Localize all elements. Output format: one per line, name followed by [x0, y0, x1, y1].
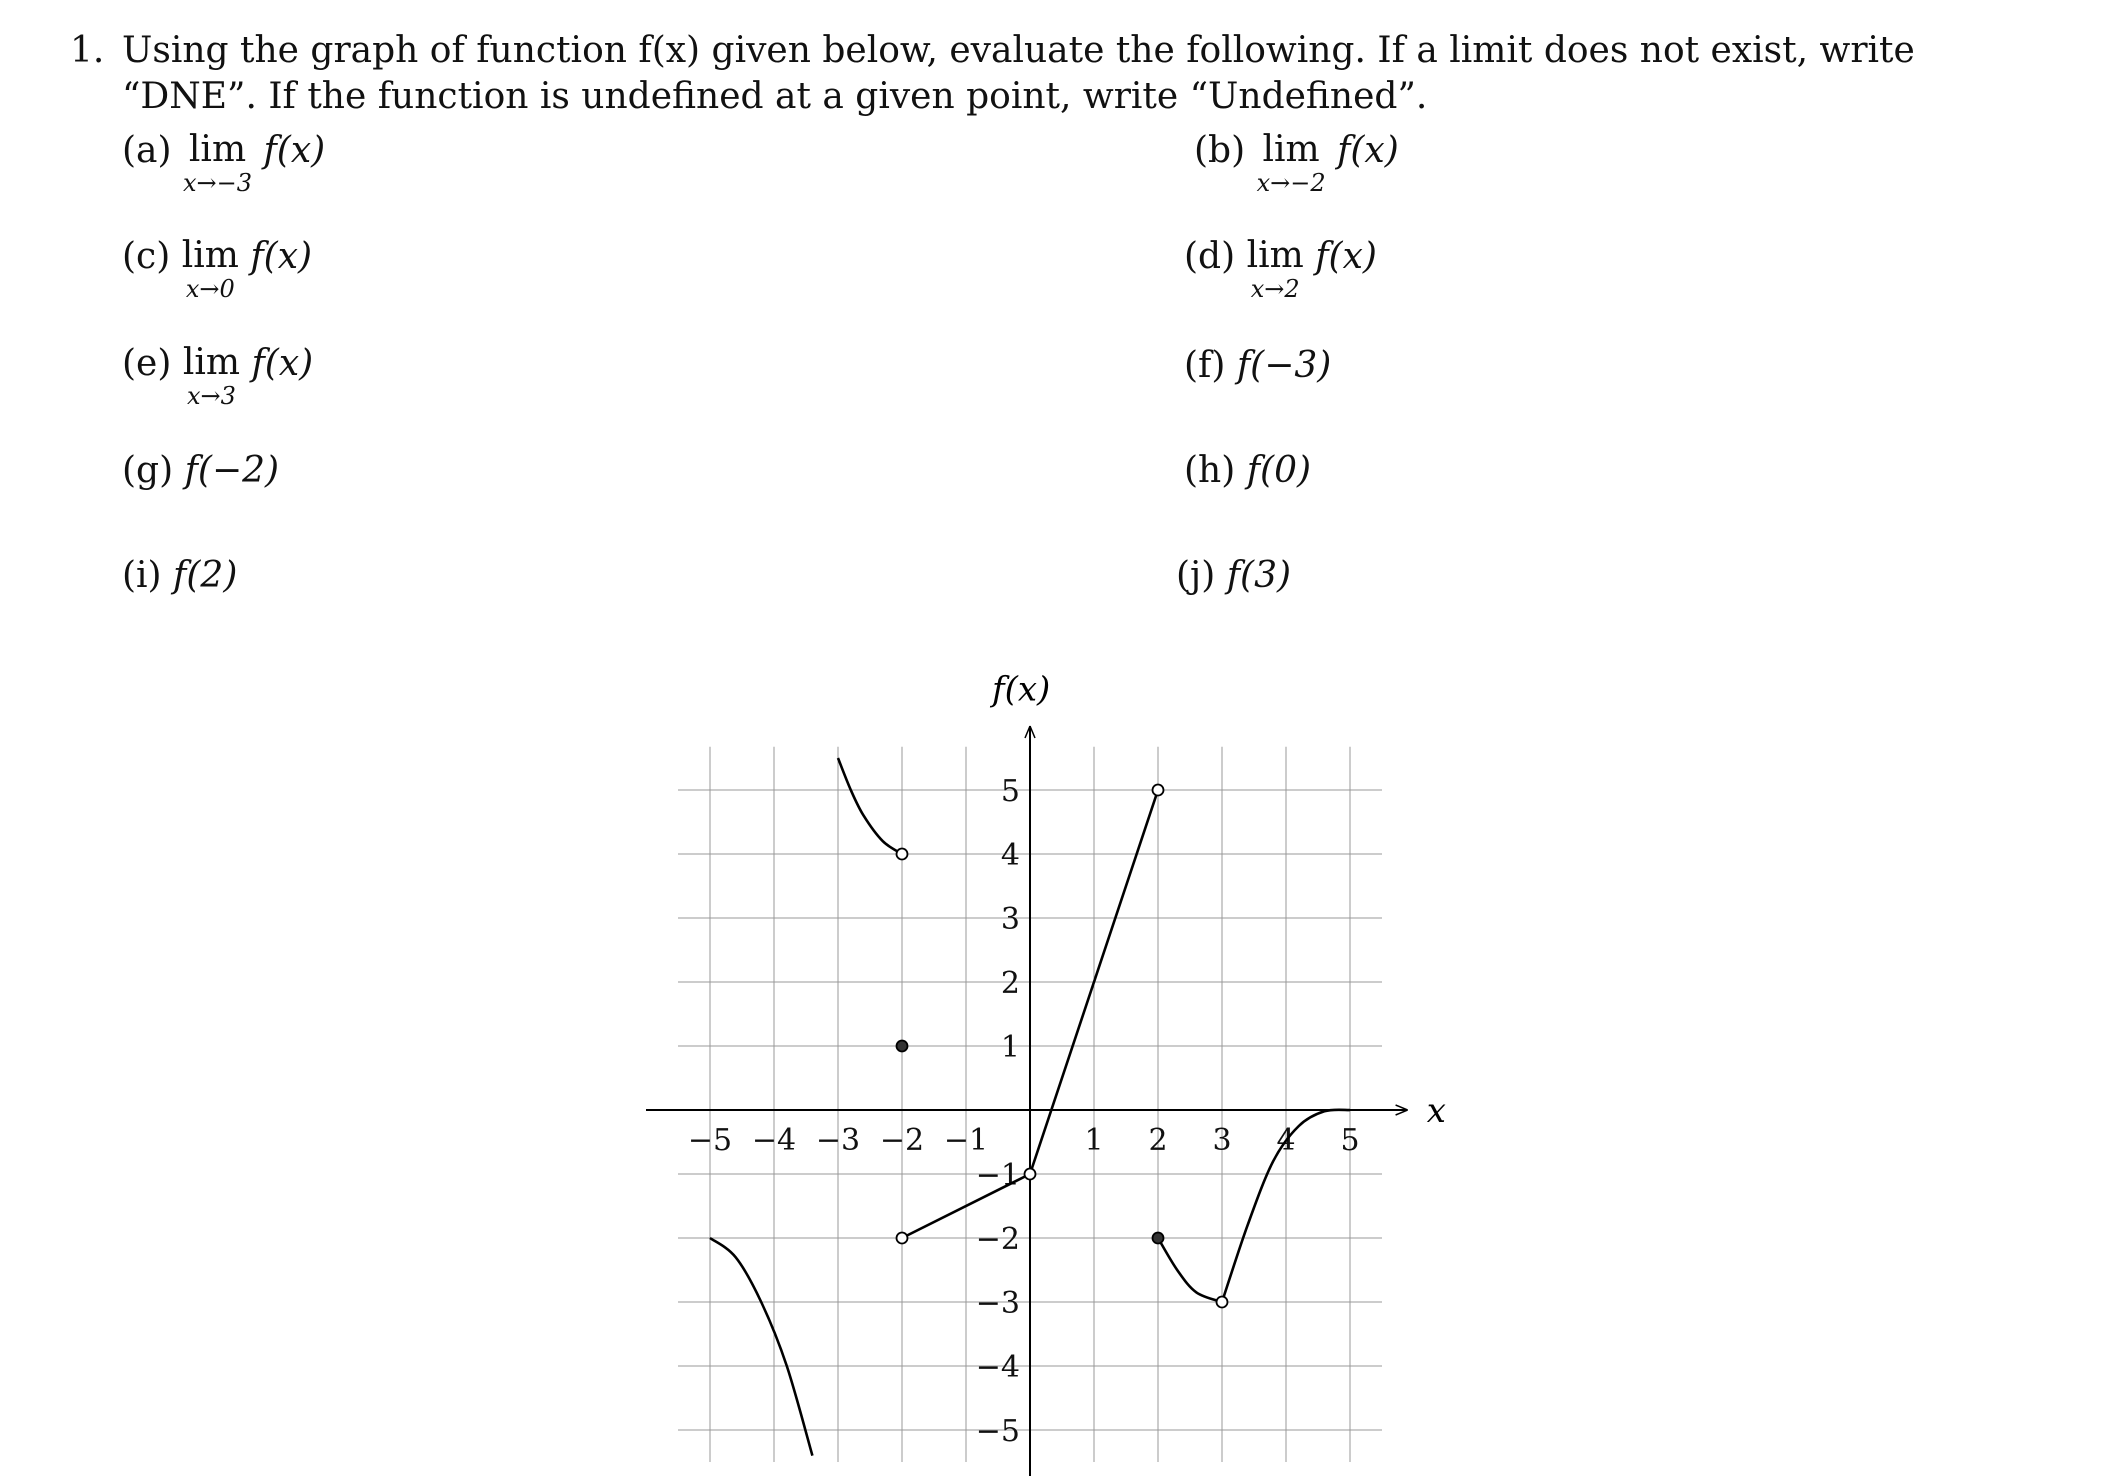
- lim-word: lim: [181, 235, 239, 276]
- part-label: (c): [122, 236, 182, 277]
- x-tick-label: −4: [751, 1123, 797, 1158]
- part-expression: f(3): [1226, 555, 1292, 596]
- limit-operator: [182, 236, 239, 302]
- open-point: [1153, 785, 1164, 796]
- part-g: [122, 450, 279, 491]
- limit-operator: [183, 343, 240, 409]
- curve-upper-left: [838, 758, 902, 854]
- x-tick-label: −2: [879, 1123, 925, 1158]
- part-expression: f(−3): [1236, 345, 1332, 386]
- closed-point: [897, 1041, 908, 1052]
- part-j: [1176, 555, 1291, 596]
- part-expression: f(x): [1337, 130, 1399, 171]
- lim-word: lim: [1246, 235, 1304, 276]
- limit-approach: x→2: [1250, 275, 1300, 303]
- y-tick-label: 4: [1000, 838, 1020, 873]
- y-tick-label: −2: [975, 1222, 1020, 1257]
- part-label: (e): [122, 343, 183, 384]
- part-expression: f(0): [1246, 450, 1312, 491]
- part-h: [1184, 450, 1311, 491]
- x-tick-label: 5: [1340, 1123, 1360, 1158]
- lim-word: lim: [1262, 129, 1320, 170]
- part-label: (b): [1194, 130, 1257, 171]
- y-axis-label: f(x): [992, 669, 1051, 710]
- x-tick-label: 4: [1276, 1123, 1296, 1158]
- part-expression: f(2): [173, 555, 238, 596]
- part-expression: f(−2): [184, 450, 280, 491]
- lim-word: lim: [188, 129, 247, 170]
- part-expression: f(x): [250, 236, 313, 277]
- part-b: [1194, 130, 1399, 196]
- part-label: (f): [1184, 345, 1237, 386]
- limit-approach: x→3: [186, 382, 236, 410]
- part-i: [122, 555, 237, 596]
- x-tick-label: −1: [943, 1123, 989, 1158]
- y-tick-label: 3: [1000, 902, 1020, 937]
- lim-word: lim: [182, 342, 241, 383]
- x-axis-label: x: [1426, 1091, 1446, 1131]
- y-tick-label: −5: [975, 1414, 1020, 1449]
- open-point: [1025, 1169, 1036, 1180]
- y-tick-label: −3: [975, 1286, 1020, 1321]
- problem-statement: Using the graph of function f(x) given below, evaluate the following. If a limit does not exist, write “DNE”. If the function is undefined at a given point, write “Undefined”.: [122, 30, 1915, 117]
- part-label: (a): [122, 130, 183, 171]
- open-point: [1217, 1297, 1228, 1308]
- part-d: [1184, 236, 1377, 302]
- x-tick-label: 2: [1148, 1123, 1168, 1158]
- graph-svg: [620, 650, 1446, 1472]
- y-tick-label: 1: [1000, 1030, 1020, 1065]
- part-expression: f(x): [1315, 236, 1377, 277]
- limit-operator: [1257, 130, 1326, 196]
- part-expression: f(x): [263, 130, 326, 171]
- open-point: [897, 1233, 908, 1244]
- part-expression: f(x): [251, 343, 314, 384]
- y-tick-label: 5: [1000, 774, 1020, 809]
- part-e: [122, 343, 313, 409]
- part-label: (g): [122, 450, 185, 491]
- closed-point: [1153, 1233, 1164, 1244]
- limit-approach: x→0: [185, 275, 235, 303]
- limit-approach: x→−2: [1256, 169, 1326, 197]
- part-label: (i): [122, 555, 174, 596]
- limit-approach: x→−3: [183, 169, 253, 197]
- limit-operator: [1247, 236, 1304, 302]
- y-tick-label: −1: [975, 1158, 1020, 1193]
- problem-number: 1.: [70, 30, 105, 71]
- y-tick-label: 2: [1000, 966, 1020, 1001]
- x-tick-label: −5: [687, 1123, 733, 1158]
- part-f: [1184, 345, 1331, 386]
- limit-operator: [183, 130, 252, 196]
- part-label: (h): [1184, 450, 1247, 491]
- open-point: [897, 849, 908, 860]
- part-c: [122, 236, 312, 302]
- part-a: [122, 130, 325, 196]
- curve-dip: [1158, 1238, 1222, 1302]
- part-label: (d): [1184, 236, 1247, 277]
- function-graph: [620, 650, 1446, 1476]
- x-tick-label: 3: [1212, 1123, 1232, 1158]
- curve-left-lower: [710, 1238, 812, 1456]
- problem-1: [70, 28, 2030, 120]
- x-tick-label: −3: [815, 1123, 861, 1158]
- y-tick-label: −4: [975, 1350, 1020, 1385]
- part-label: (j): [1176, 555, 1227, 596]
- x-tick-label: 1: [1084, 1123, 1104, 1158]
